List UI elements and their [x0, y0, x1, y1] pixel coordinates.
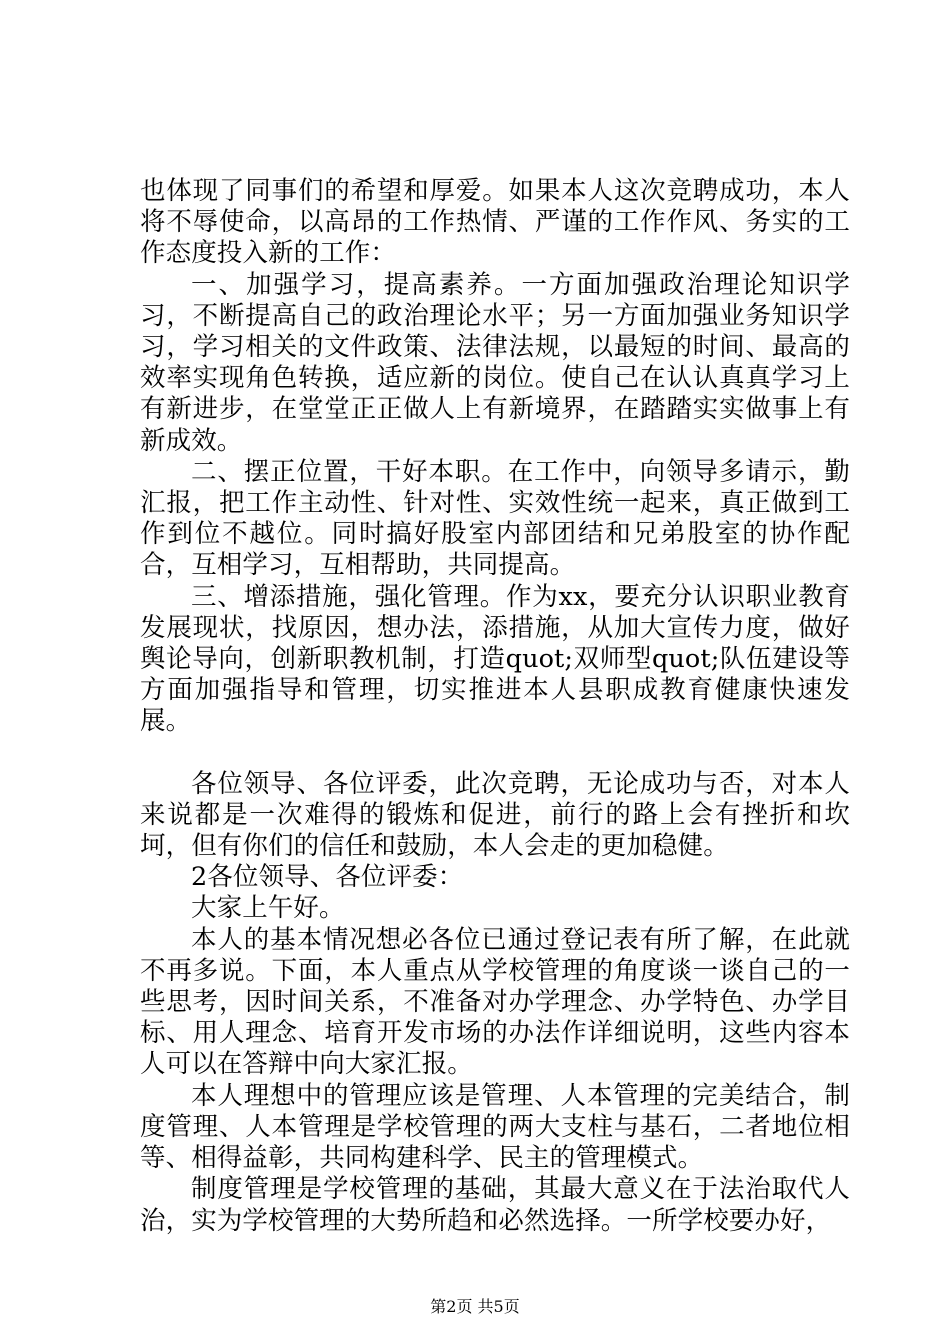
paragraph-closing: 各位领导、各位评委，此次竞聘，无论成功与否，对本人来说都是一次难得的锻炼和促进，前行的路上会有挫折和坎坷，但有你们的信任和鼓励，本人会走的更加稳健。	[140, 768, 850, 862]
document-body	[140, 176, 850, 1237]
paragraph-salutation: 2各位领导、各位评委：	[191, 862, 464, 893]
paragraph-institutional-management: 制度管理是学校管理的基础，其最大意义在于法治取代人治，实为学校管理的大势所趋和必然选择。一所学校要办好，	[140, 1174, 850, 1236]
paragraph-point-one: 一、加强学习，提高素养。一方面加强政治理论知识学习，不断提高自己的政治理论水平；另一方面加强业务知识学习，学习相关的文件政策、法律法规，以最短的时间、最高的效率实现角色转换，适应新的岗位。使自己在认认真真学习上有新进步，在堂堂正正做人上有新境界，在踏踏实实做事上有新成效。	[140, 269, 850, 456]
page-footer: 第2页 共5页	[430, 1297, 520, 1316]
paragraph-spacer	[140, 738, 850, 769]
paragraph-point-two: 二、摆正位置，干好本职。在工作中，向领导多请示，勤汇报，把工作主动性、针对性、实效性统一起来，真正做到工作到位不越位。同时搞好股室内部团结和兄弟股室的协作配合，互相学习，互相帮助，共同提高。	[140, 456, 850, 581]
paragraph-point-three: 三、增添措施，强化管理。作为xx，要充分认识职业教育发展现状，找原因，想办法，添措施，从加大宣传力度，做好舆论导向，创新职教机制，打造quot;双师型quot;队伍建设等方面加强指导和管理，切实推进本人县职成教育健康快速发展。	[140, 581, 850, 737]
paragraph-greeting: 大家上午好。	[191, 893, 345, 924]
paragraph-management-ideal: 本人理想中的管理应该是管理、人本管理的完美结合，制度管理、人本管理是学校管理的两大支柱与基石，二者地位相等、相得益彰，共同构建科学、民主的管理模式。	[140, 1080, 850, 1174]
paragraph-continuation: 也体现了同事们的希望和厚爱。如果本人这次竞聘成功，本人将不辱使命，以高昂的工作热情、严谨的工作作风、务实的工作态度投入新的工作：	[140, 176, 850, 269]
paragraph-introduction: 本人的基本情况想必各位已通过登记表有所了解，在此就不再多说。下面，本人重点从学校管理的角度谈一谈自己的一些思考，因时间关系，不准备对办学理念、办学特色、办学目标、用人理念、培育开发市场的办法作详细说明，这些内容本人可以在答辩中向大家汇报。	[140, 924, 850, 1080]
